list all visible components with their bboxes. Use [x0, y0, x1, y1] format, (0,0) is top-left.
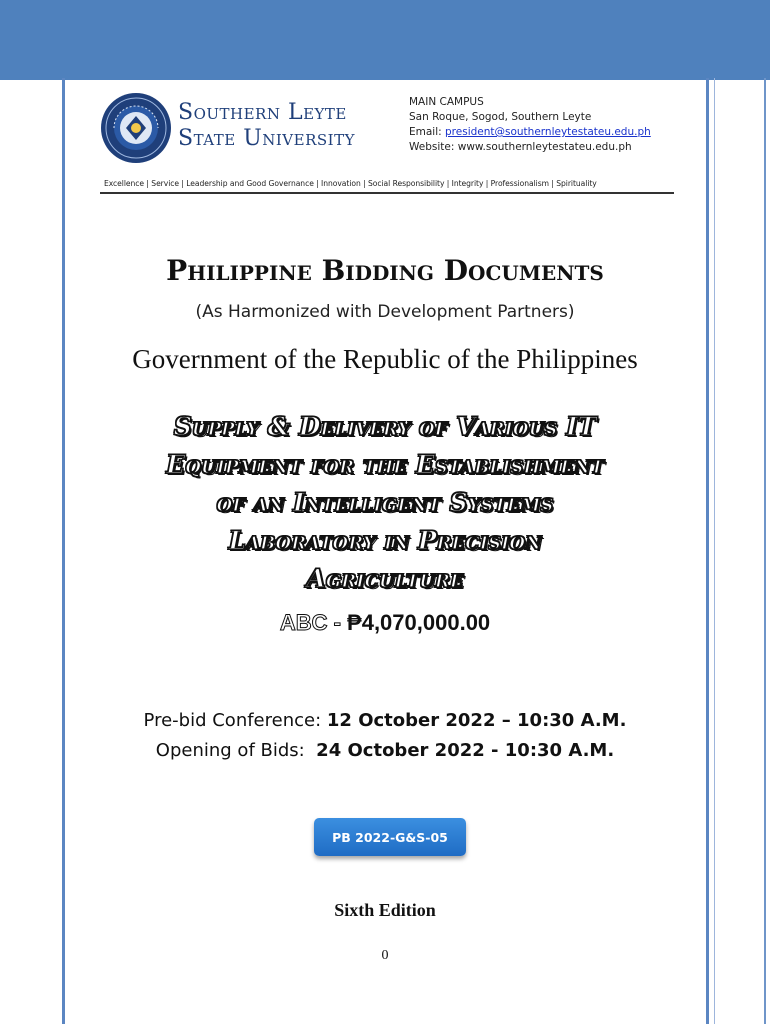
- page-border-edge: [764, 78, 766, 1024]
- opening-value: 24 October 2022 - 10:30 A.M.: [316, 740, 615, 761]
- university-name-line1: Southern Leyte: [178, 100, 347, 125]
- project-title: [90, 408, 680, 598]
- page-border-right-inner: [714, 78, 715, 1024]
- email-label: Email:: [409, 126, 446, 138]
- address-text: San Roque, Sogod, Southern Leyte: [409, 111, 592, 123]
- abc-value: ₱4,070,000.00: [347, 610, 491, 635]
- prebid-value: 12 October 2022 – 10:30 A.M.: [326, 710, 627, 731]
- core-values: Excellence | Service | Leadership and Good Governance | Innovation | Social Responsibility | Integrity | Professionalism | Spirituality: [104, 179, 597, 188]
- project-title-line: Laboratory in Precision: [228, 526, 542, 555]
- project-title-line: of an Intelligent Systems: [216, 488, 554, 517]
- campus-label: MAIN CAMPUS: [409, 96, 484, 108]
- abc-label: ABC -: [279, 610, 348, 635]
- page-border-right: [706, 78, 709, 1024]
- prebid-conference: [0, 706, 770, 736]
- opening-of-bids: [0, 736, 770, 766]
- edition-label: Sixth Edition: [334, 900, 436, 920]
- university-name: [178, 100, 408, 152]
- prebid-label: Pre-bid Conference:: [143, 710, 327, 731]
- project-title-line: Equipment for the Establishment: [166, 450, 604, 479]
- document-subtitle: (As Harmonized with Development Partners): [195, 302, 575, 322]
- page-border-left: [62, 78, 65, 1024]
- government-heading: Government of the Republic of the Philippines: [132, 344, 638, 374]
- university-name-line2: State University: [178, 126, 355, 151]
- bid-schedule: [0, 706, 770, 766]
- email-line: [409, 125, 709, 140]
- email-link[interactable]: president@southernleytestateu.edu.ph: [445, 126, 651, 138]
- opening-label: Opening of Bids:: [155, 740, 317, 761]
- project-title-line: Agriculture: [306, 564, 464, 593]
- university-seal-icon: [100, 92, 172, 164]
- project-title-line: Supply & Delivery of Various IT: [173, 412, 597, 441]
- approved-budget: [0, 610, 770, 636]
- document-title: Philippine Bidding Documents: [166, 254, 604, 287]
- header-divider: [100, 192, 674, 194]
- page-number: 0: [381, 948, 389, 963]
- header-band: [0, 0, 770, 80]
- contact-block: [409, 95, 709, 155]
- reference-number-badge: PB 2022-G&S-05: [314, 818, 466, 856]
- website-text: Website: www.southernleytestateu.edu.ph: [409, 141, 632, 153]
